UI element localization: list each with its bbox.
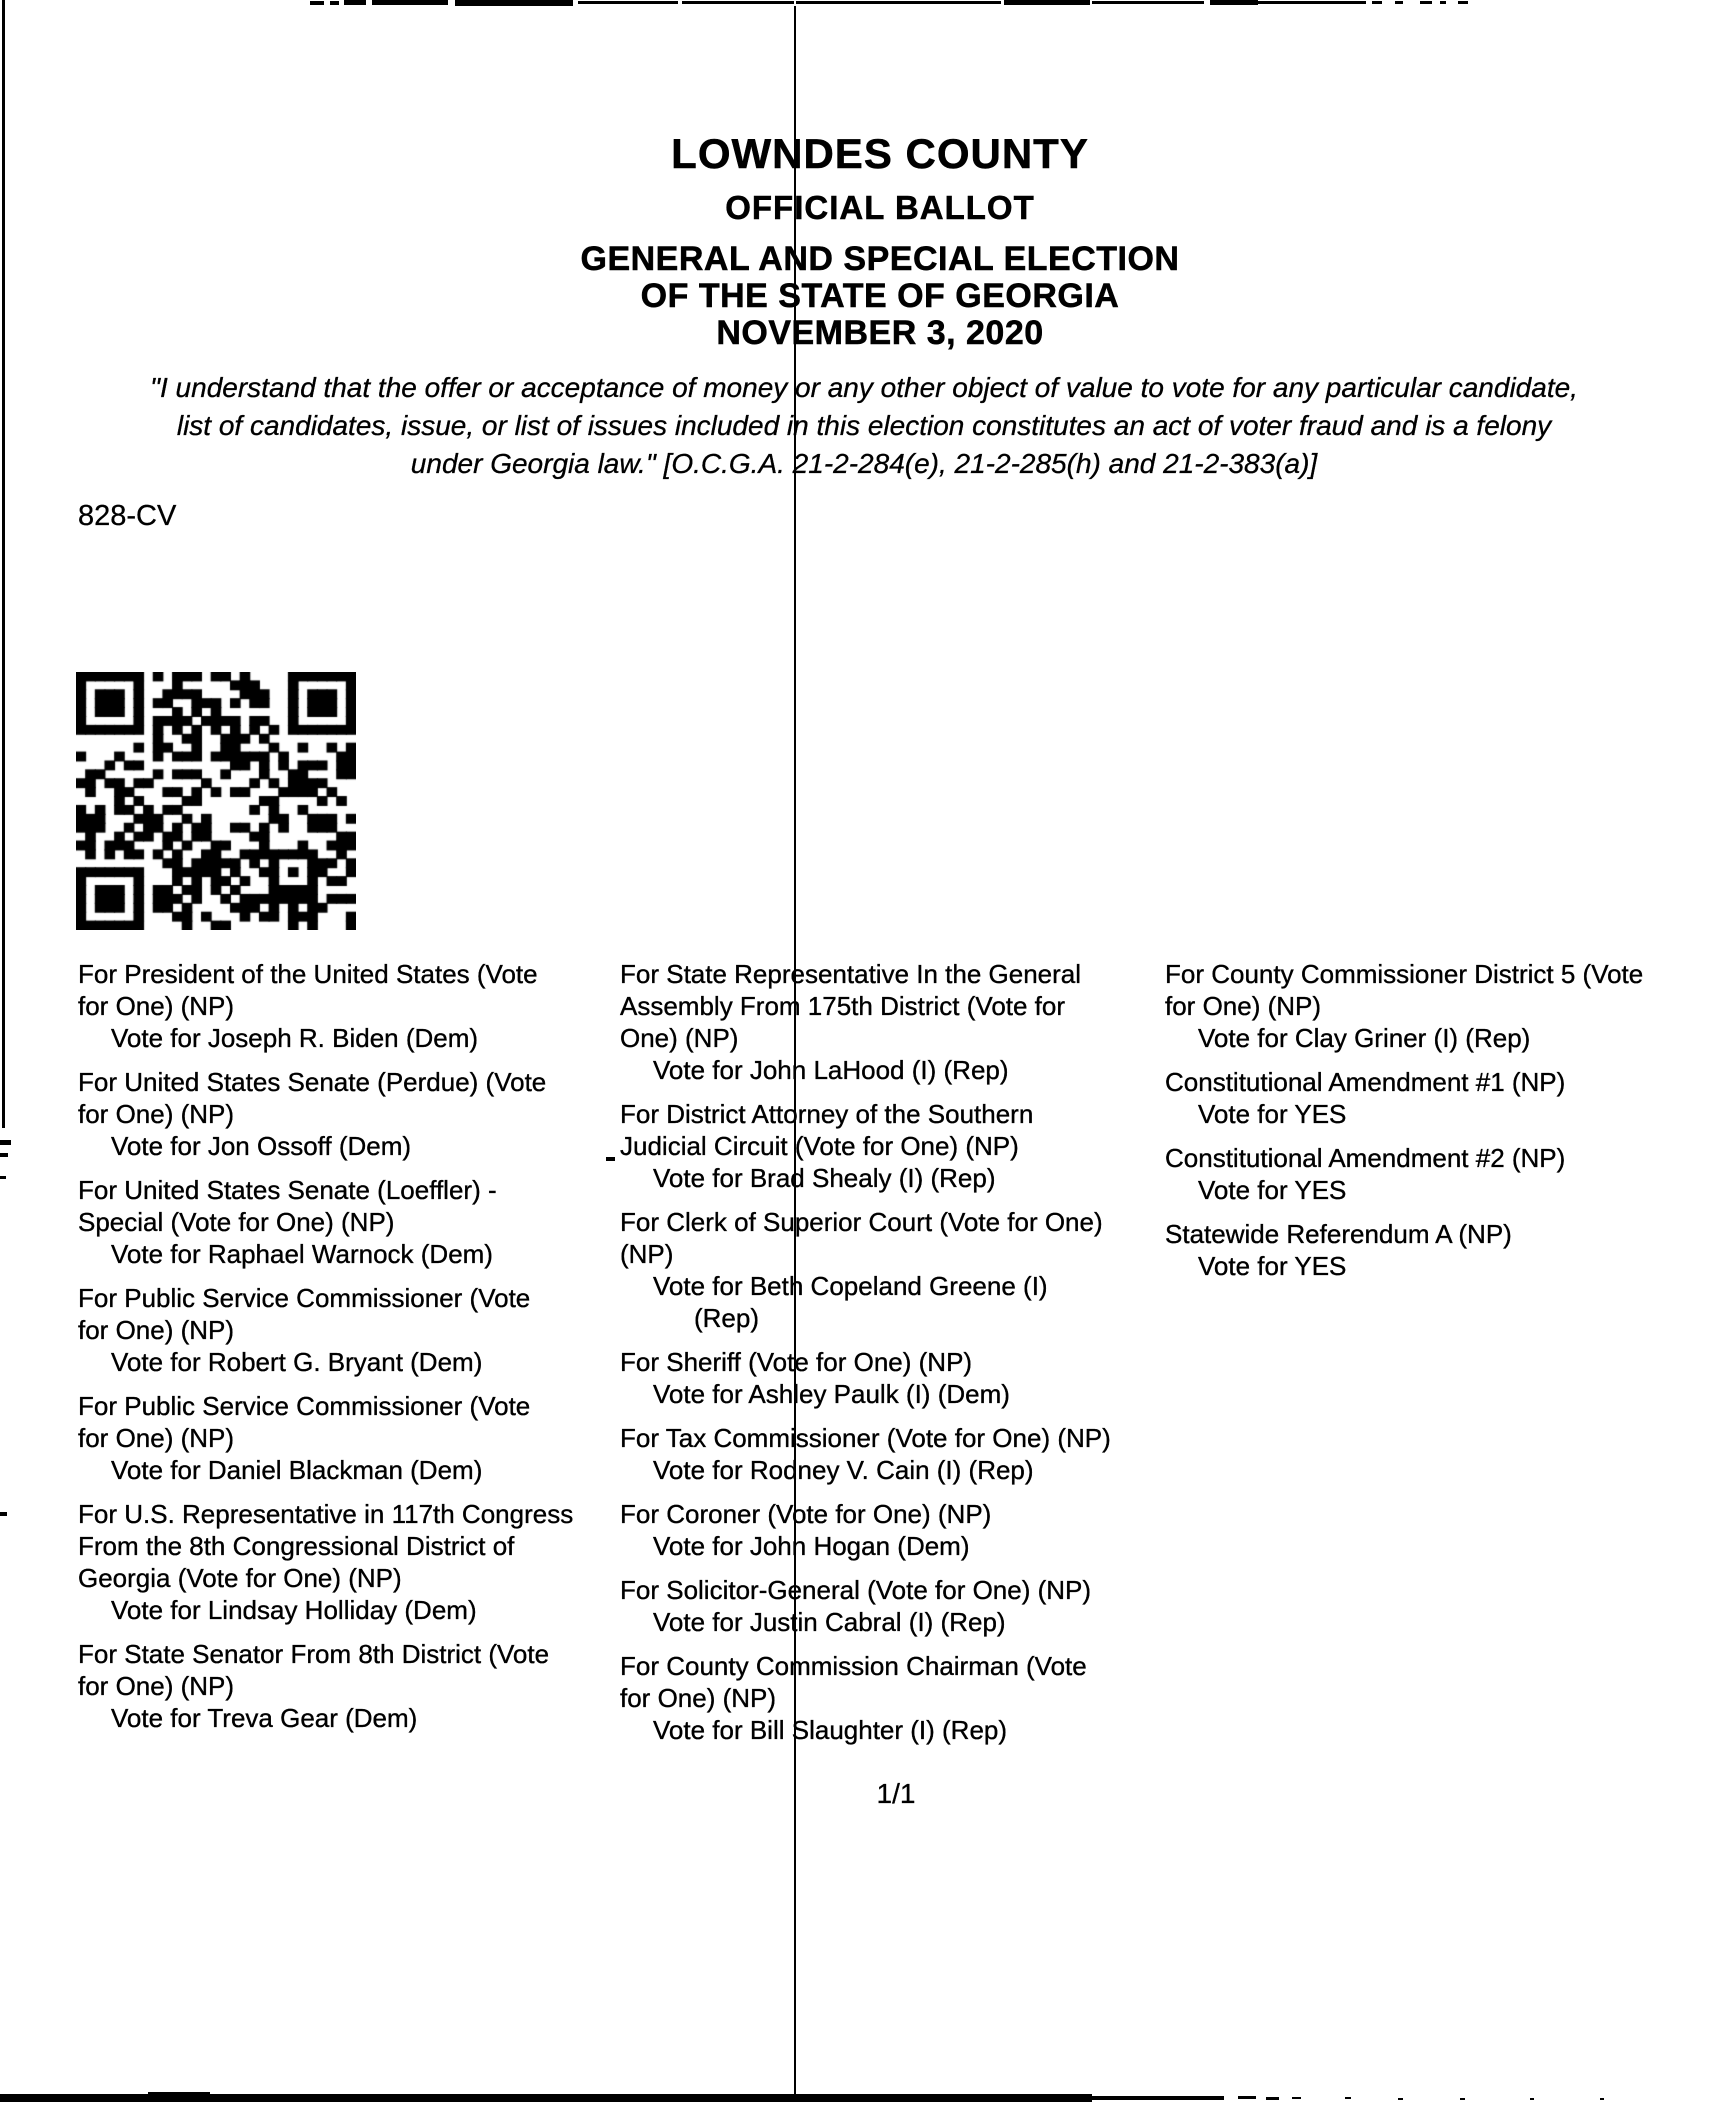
contest-title-line: Special (Vote for One) (NP) (78, 1207, 395, 1237)
scan-mark (1004, 0, 1090, 5)
scan-mark (372, 0, 448, 5)
vote-selection-line: Vote for Robert G. Bryant (Dem) (111, 1347, 483, 1377)
contest-title-line: For Public Service Commissioner (Vote (78, 1283, 531, 1313)
contest-column-2 (620, 958, 1195, 1758)
vote-selection-line: Vote for Brad Shealy (I) (Rep) (653, 1163, 996, 1193)
contest-block (78, 958, 653, 1054)
scan-mark (1238, 2096, 1256, 2099)
official-ballot-title: OFFICIAL BALLOT (725, 189, 1035, 226)
scan-mark (796, 1, 1001, 4)
scan-mark (1092, 2096, 1224, 2100)
scan-mark (1530, 2098, 1534, 2100)
contest-title-line: From the 8th Congressional District of (78, 1531, 515, 1561)
contest-title-line: For Public Service Commissioner (Vote (78, 1391, 531, 1421)
scan-mark (578, 1, 678, 4)
contest-title-line: One) (NP) (620, 1023, 739, 1053)
contest-block (620, 1574, 1195, 1638)
contest-block (620, 1098, 1195, 1194)
vote-selection-line: Vote for Bill Slaughter (I) (Rep) (653, 1715, 1008, 1745)
contest-title-line: for One) (NP) (78, 1099, 235, 1129)
contest-column-3 (1165, 958, 1728, 1294)
vote-selection-line: Vote for Lindsay Holliday (Dem) (111, 1595, 477, 1625)
scan-mark (148, 2092, 210, 2102)
vote-selection-line: Vote for John Hogan (Dem) (653, 1531, 970, 1561)
contest-title-line: Assembly From 175th District (Vote for (620, 991, 1066, 1021)
contest-block (78, 1498, 653, 1626)
vote-selection-line: (Rep) (694, 1303, 760, 1333)
contest-block (620, 958, 1195, 1086)
contest-block (620, 1422, 1195, 1486)
vote-selection-line: Vote for Jon Ossoff (Dem) (111, 1131, 412, 1161)
vote-selection-line: Vote for Beth Copeland Greene (I) (653, 1271, 1048, 1301)
contest-title-line: For President of the United States (Vote (78, 959, 538, 989)
contest-title-line: for One) (NP) (1165, 991, 1322, 1021)
left-edge-scan-line (2, 0, 5, 1128)
contest-title-line: Statewide Referendum A (NP) (1165, 1219, 1512, 1249)
scan-mark (0, 1140, 11, 1145)
contest-block (620, 1498, 1195, 1562)
vote-selection-line: Vote for Joseph R. Biden (Dem) (111, 1023, 479, 1053)
contest-title-line: (NP) (620, 1239, 674, 1269)
contest-title-line: For District Attorney of the Southern (620, 1099, 1034, 1129)
scan-mark (682, 1, 794, 4)
page-number: 1/1 (876, 1778, 916, 1809)
contest-title-line: For Clerk of Superior Court (Vote for One) (620, 1207, 1103, 1237)
scan-mark (0, 1512, 7, 1516)
scan-mark (344, 0, 366, 5)
contest-title-line: Georgia (Vote for One) (NP) (78, 1563, 402, 1593)
county-title: LOWNDES COUNTY (671, 130, 1089, 177)
contest-title-line: For County Commission Chairman (Vote (620, 1651, 1087, 1681)
contest-title-line: for One) (NP) (78, 1315, 235, 1345)
vote-selection-line: Vote for YES (1198, 1175, 1347, 1205)
contest-title-line: Judicial Circuit (Vote for One) (NP) (620, 1131, 1019, 1161)
contest-column-1 (78, 958, 653, 1746)
scan-mark (1345, 2097, 1351, 2099)
contest-block (78, 1390, 653, 1486)
election-title (32, 241, 1728, 352)
scan-mark (1092, 1, 1204, 4)
disclaimer-line: list of candidates, issue, or list of issues included in this election constitutes an act of voter fraud and is a felony (176, 410, 1552, 441)
scan-mark (1398, 2098, 1403, 2100)
vote-selection-line: Vote for Ashley Paulk (I) (Dem) (653, 1379, 1010, 1409)
scan-mark (1420, 1, 1432, 4)
vote-selection-line: Vote for Justin Cabral (I) (Rep) (653, 1607, 1006, 1637)
voter-fraud-disclaimer (0, 369, 1728, 483)
scan-mark (1458, 1, 1468, 4)
scan-mark (455, 0, 573, 6)
qr-code (76, 672, 356, 930)
contest-title-line: for One) (NP) (78, 1423, 235, 1453)
election-title-line: OF THE STATE OF GEORGIA (640, 277, 1120, 315)
contest-title-line: For Sheriff (Vote for One) (NP) (620, 1347, 973, 1377)
contest-title-line: For County Commissioner District 5 (Vote (1165, 959, 1644, 989)
contest-title-line: For State Representative In the General (620, 959, 1082, 989)
disclaimer-line: "I understand that the offer or acceptance of money or any other object of value to vote for any particular candidate, (150, 372, 1578, 403)
contest-block (78, 1066, 653, 1162)
election-title-line: NOVEMBER 3, 2020 (716, 314, 1044, 352)
scan-mark (0, 1153, 8, 1157)
contest-block (620, 1346, 1195, 1410)
scan-mark (1266, 2097, 1279, 2100)
disclaimer-line: under Georgia law." [O.C.G.A. 21-2-284(e), 21-2-285(h) and 21-2-383(a)] (410, 448, 1318, 479)
scan-mark (1258, 1, 1366, 4)
contest-block (78, 1638, 653, 1734)
scan-mark (1460, 2098, 1465, 2100)
contest-block (78, 1174, 653, 1270)
vote-selection-line: Vote for Clay Griner (I) (Rep) (1198, 1023, 1531, 1053)
scan-mark (1292, 2097, 1301, 2099)
contest-block (620, 1206, 1195, 1334)
scan-mark (1210, 0, 1258, 5)
contest-title-line: for One) (NP) (78, 991, 235, 1021)
scan-mark (330, 1, 339, 5)
contest-block (1165, 958, 1728, 1054)
scan-mark (1440, 1, 1446, 4)
vote-selection-line: Vote for Raphael Warnock (Dem) (111, 1239, 493, 1269)
contest-title-line: For Tax Commissioner (Vote for One) (NP) (620, 1423, 1111, 1453)
contest-block (1165, 1142, 1728, 1206)
ballot-style-code: 828-CV (78, 500, 177, 532)
contest-block (1165, 1218, 1728, 1282)
contest-block (78, 1282, 653, 1378)
vote-selection-line: Vote for John LaHood (I) (Rep) (653, 1055, 1009, 1085)
contest-block (620, 1650, 1195, 1746)
contest-title-line: for One) (NP) (78, 1671, 235, 1701)
vote-selection-line: Vote for Rodney V. Cain (I) (Rep) (653, 1455, 1034, 1485)
contest-title-line: Constitutional Amendment #1 (NP) (1165, 1067, 1566, 1097)
contest-block (1165, 1066, 1728, 1130)
contest-title-line: For United States Senate (Perdue) (Vote (78, 1067, 547, 1097)
contest-title-line: For Solicitor-General (Vote for One) (NP) (620, 1575, 1092, 1605)
scan-mark (1395, 1, 1403, 4)
scan-mark (310, 1, 324, 5)
vote-selection-line: Vote for YES (1198, 1099, 1347, 1129)
scan-mark (1372, 1, 1382, 4)
contest-title-line: For U.S. Representative in 117th Congress (78, 1499, 574, 1529)
election-title-line: GENERAL AND SPECIAL ELECTION (580, 240, 1180, 278)
contest-title-line: For Coroner (Vote for One) (NP) (620, 1499, 992, 1529)
scan-mark (1600, 2098, 1604, 2100)
contest-title-line: For United States Senate (Loeffler) - (78, 1175, 497, 1205)
scan-mark (0, 1176, 6, 1179)
vote-selection-line: Vote for YES (1198, 1251, 1347, 1281)
contest-title-line: Constitutional Amendment #2 (NP) (1165, 1143, 1566, 1173)
vote-selection-line: Vote for Treva Gear (Dem) (111, 1703, 418, 1733)
contest-title-line: for One) (NP) (620, 1683, 777, 1713)
contest-title-line: For State Senator From 8th District (Vote (78, 1639, 550, 1669)
vote-selection-line: Vote for Daniel Blackman (Dem) (111, 1455, 483, 1485)
